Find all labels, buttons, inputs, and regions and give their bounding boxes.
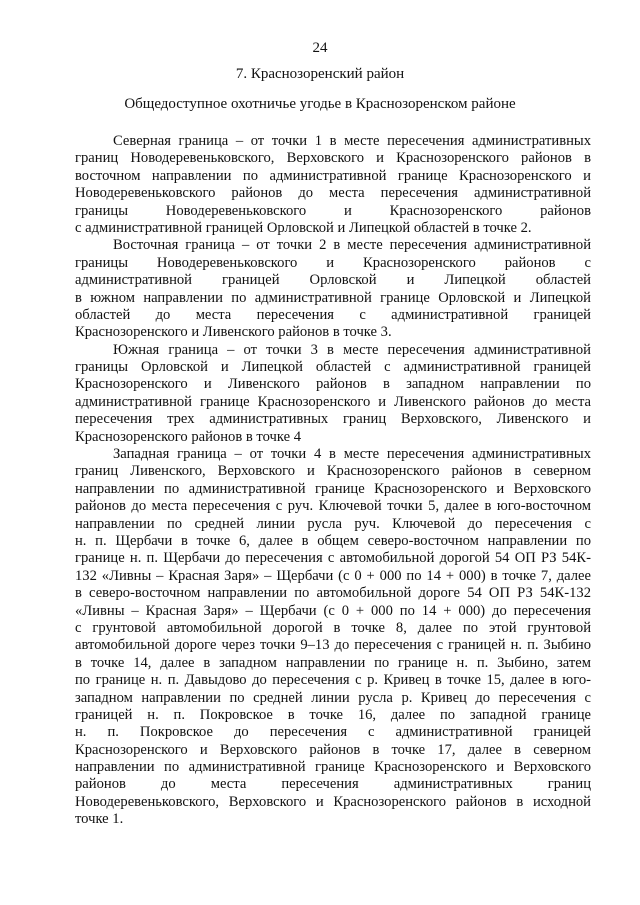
text-line: Северная граница – от точки 1 в месте пересечения административных [113, 133, 591, 149]
document-subtitle: Общедоступное охотничье угодье в Краснозоренском районе [124, 96, 516, 112]
text-line: н. п. Покровское до пересечения с административной границей [75, 724, 591, 741]
text-line: границы Новодеревеньковского и Краснозоренского районов с [75, 254, 591, 271]
text-line: Краснозоренского и Ливенского районов в западном направлении по [75, 376, 591, 393]
text-line: Западная граница – от точки 4 в месте пересечения административных [113, 446, 591, 463]
text-line: точке 1. [75, 811, 124, 828]
text-line: Краснозоренского районов в точке 4 [75, 428, 302, 445]
text-line: н. п. Щербачи в точке 6, далее в общем северо-восточном направлении по [75, 532, 591, 549]
text-line: по границе н. п. Давыдово до пересечения с р. Кривец в точке 15, далее в юго- [75, 672, 591, 689]
text-line: районов до места пересечения административных границ [75, 776, 591, 793]
text-line: областей до места пересечения с административной границей [75, 306, 591, 323]
text-line: с административной границей Орловской и Липецкой областей в точке 2. [75, 219, 532, 236]
text-line: районов до места пересечения с руч. Ключевой точки 5, далее в юго-восточном [75, 498, 591, 515]
text-line: направлении по административной границе Краснозоренского и Верховского [75, 759, 591, 776]
text-line: Восточная граница – от точки 2 в месте пересечения административной [113, 237, 591, 254]
text-line: в южном направлении по административной границе Орловской и Липецкой [75, 289, 591, 306]
text-line: Краснозоренского и Верховского районов в точке 17, далее в северном [75, 741, 591, 758]
paragraph-eastern-boundary [75, 237, 591, 341]
text-line: Южная граница – от точки 3 в месте пересечения административной [113, 341, 591, 358]
text-line: «Ливны – Красная Заря» – Щербачи (с 0 + 000 по 14 + 000) до пересечения [75, 602, 591, 619]
text-line: границ Ливенского, Верховского и Краснозоренского районов в северном [75, 463, 591, 480]
text-line: направлении по административной границе Краснозоренского и Верховского [75, 480, 591, 497]
text-line: Краснозоренского и Ливенского районов в точке 3. [75, 324, 392, 341]
paragraph-northern-boundary [75, 133, 591, 237]
page-number: 24 [312, 40, 328, 56]
text-line: границе н. п. Щербачи до пересечения с автомобильной дорогой 54 ОП РЗ 54К- [75, 550, 591, 567]
text-line: западном направлении по средней линии русла р. Кривец до пересечения с [75, 689, 591, 706]
text-line: автомобильной дороге через точки 9–13 до пересечения с границей н. п. Зыбино [75, 637, 591, 654]
body-text [75, 133, 591, 829]
text-line: границ Новодеревеньковского, Верховского и Краснозоренского районов в [75, 150, 591, 167]
text-line: направлении по средней линии русла руч. Ключевой до пересечения с [75, 515, 591, 532]
text-line: Новодеревеньковского районов до места пересечения административной [75, 185, 591, 202]
text-line: с грунтовой автомобильной дорогой в точке 8, далее по этой грунтовой [75, 619, 591, 636]
text-line: в точке 14, далее в западном направлении по границе н. п. Зыбино, затем [75, 654, 591, 671]
text-line: границей н. п. Покровское в точке 16, далее по западной границе [75, 706, 591, 723]
paragraph-southern-boundary [75, 342, 591, 446]
text-line: пересечения трех административных границ Верховского, Ливенского и [75, 411, 591, 428]
text-line: в северо-восточном направлении по автомобильной дороге 54 ОП РЗ 54К-132 [75, 585, 591, 602]
text-line: административной границе Краснозоренского и Ливенского районов до места [75, 393, 591, 410]
text-line: Новодеревеньковского, Верховского и Краснозоренского районов в исходной [75, 793, 591, 810]
text-line: 132 «Ливны – Красная Заря» – Щербачи (с 0 + 000 по 14 + 000) в точке 7, далее [75, 567, 591, 584]
text-line: восточном направлении по административной границе Краснозоренского и [75, 167, 591, 184]
paragraph-western-boundary [75, 446, 591, 829]
text-line: границы Новодеревеньковского и Краснозоренского районов [75, 202, 591, 219]
section-title: 7. Краснозоренский район [235, 66, 405, 82]
text-line: границы Орловской и Липецкой областей с административной границей [75, 359, 591, 376]
text-line: административной границей Орловской и Липецкой областей [75, 272, 591, 289]
